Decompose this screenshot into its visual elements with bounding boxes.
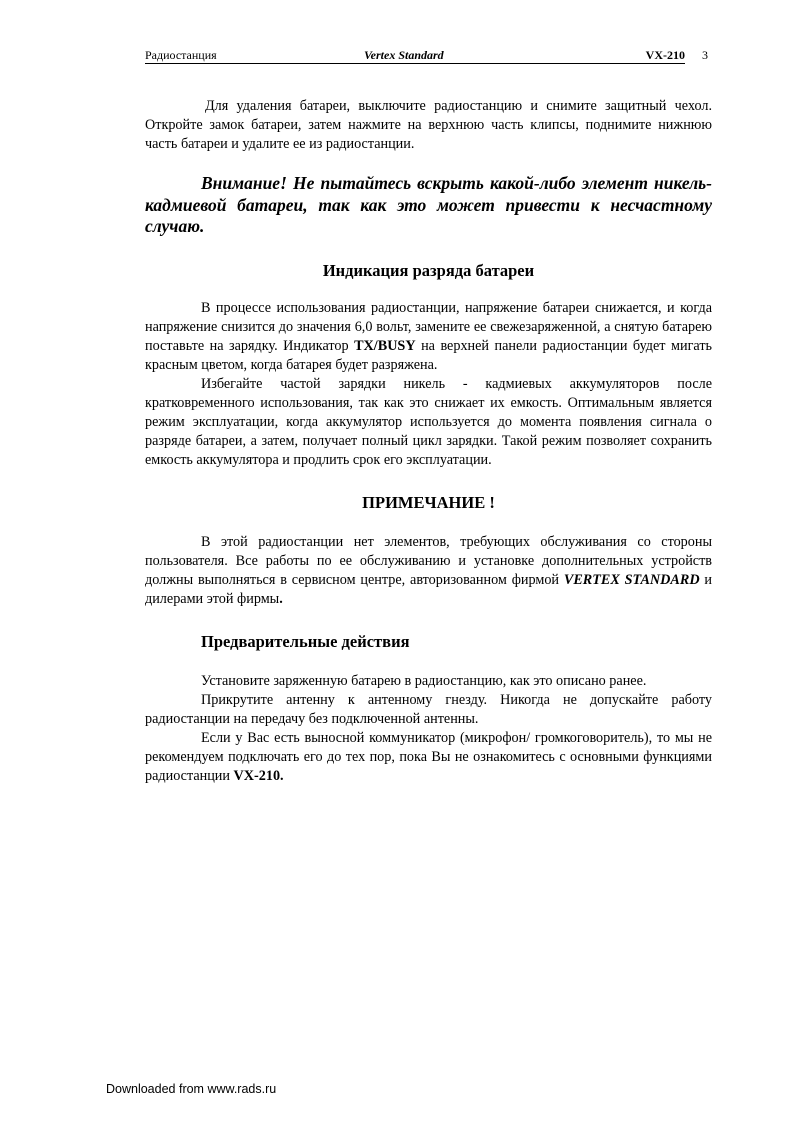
page-number: 3	[702, 48, 708, 62]
warning-paragraph: Внимание! Не пытайтесь вскрыть какой-либо элемент никель-кадмиевой батареи, так как это может привести к несчастному случаю.	[145, 173, 712, 236]
prelim-paragraph-3	[145, 729, 712, 786]
vx210-model: VX-210.	[233, 767, 284, 784]
page-content	[145, 97, 712, 786]
header-model: VX-210	[645, 48, 685, 62]
preliminary-actions-heading: Предварительные действия	[201, 631, 410, 651]
note-text-a: В этой радиостанции нет элементов, требующих обслуживания со стороны пользователя. Все работы по ее обслуживанию и установке дополнительных устройств должны выполняться в сервисном центре, авторизованном фирмой	[145, 533, 712, 588]
vertex-standard-brand: VERTEX STANDARD	[563, 571, 700, 588]
prelim-paragraph-2: Прикрутите антенну к антенному гнезду. Никогда не допускайте работу радиостанции на передачу без подключенной антенны.	[145, 691, 712, 727]
prelim-p3-text: Если у Вас есть выносной коммуникатор (микрофон/ громкоговоритель), то мы не рекомендуем подключать его до тех пор, пока Вы не ознакомитесь с основными функциями радиостанции	[145, 729, 712, 784]
header-left-title: Радиостанция	[145, 48, 217, 62]
battery-indication-heading: Индикация разряда батареи	[322, 260, 535, 280]
prelim-paragraph-1: Установите заряженную батарею в радиостанцию, как это описано ранее.	[201, 672, 647, 689]
battery-indication-paragraph-2: Избегайте частой зарядки никель - кадмиевых аккумуляторов после кратковременного использования, так как это снижает их емкость. Оптимальным является режим эксплуатации, когда аккумулятор используется до момента появления сигнала о разряде батареи, а затем, получает полный цикл зарядки. Такой режим позволяет сохранить емкость аккумулятора и продлить срок его эксплуатации.	[145, 375, 712, 468]
note-text-end: .	[279, 590, 283, 607]
battery-removal-paragraph: Для удаления батареи, выключите радиостанцию и снимите защитный чехол. Откройте замок батареи, затем нажмите на верхнюю часть клипсы, поднимите нижнюю часть батареи и удалите ее из радиостанции.	[145, 98, 712, 152]
note-paragraph	[145, 533, 712, 609]
page-header	[145, 47, 685, 64]
note-text-b: и дилерами этой фирмы	[145, 571, 712, 607]
header-brand: Vertex Standard	[364, 48, 444, 62]
battery-indication-paragraph-1	[145, 299, 712, 375]
tx-busy-label: TX/BUSY	[354, 337, 416, 354]
battery-p1-text-a: В процессе использования радиостанции, напряжение батареи снижается, и когда напряжение снизится до значения 6,0 вольт, замените ее свежезаряженной, а снятую батарею поставьте на зарядку. Индикатор	[145, 299, 712, 354]
download-footer: Downloaded from www.rads.ru	[106, 1082, 277, 1096]
battery-p1-text-b: на верхней панели радиостанции будет мигать красным цветом, когда батарея будет разряжена.	[145, 337, 712, 373]
note-heading: ПРИМЕЧАНИЕ !	[362, 492, 495, 512]
